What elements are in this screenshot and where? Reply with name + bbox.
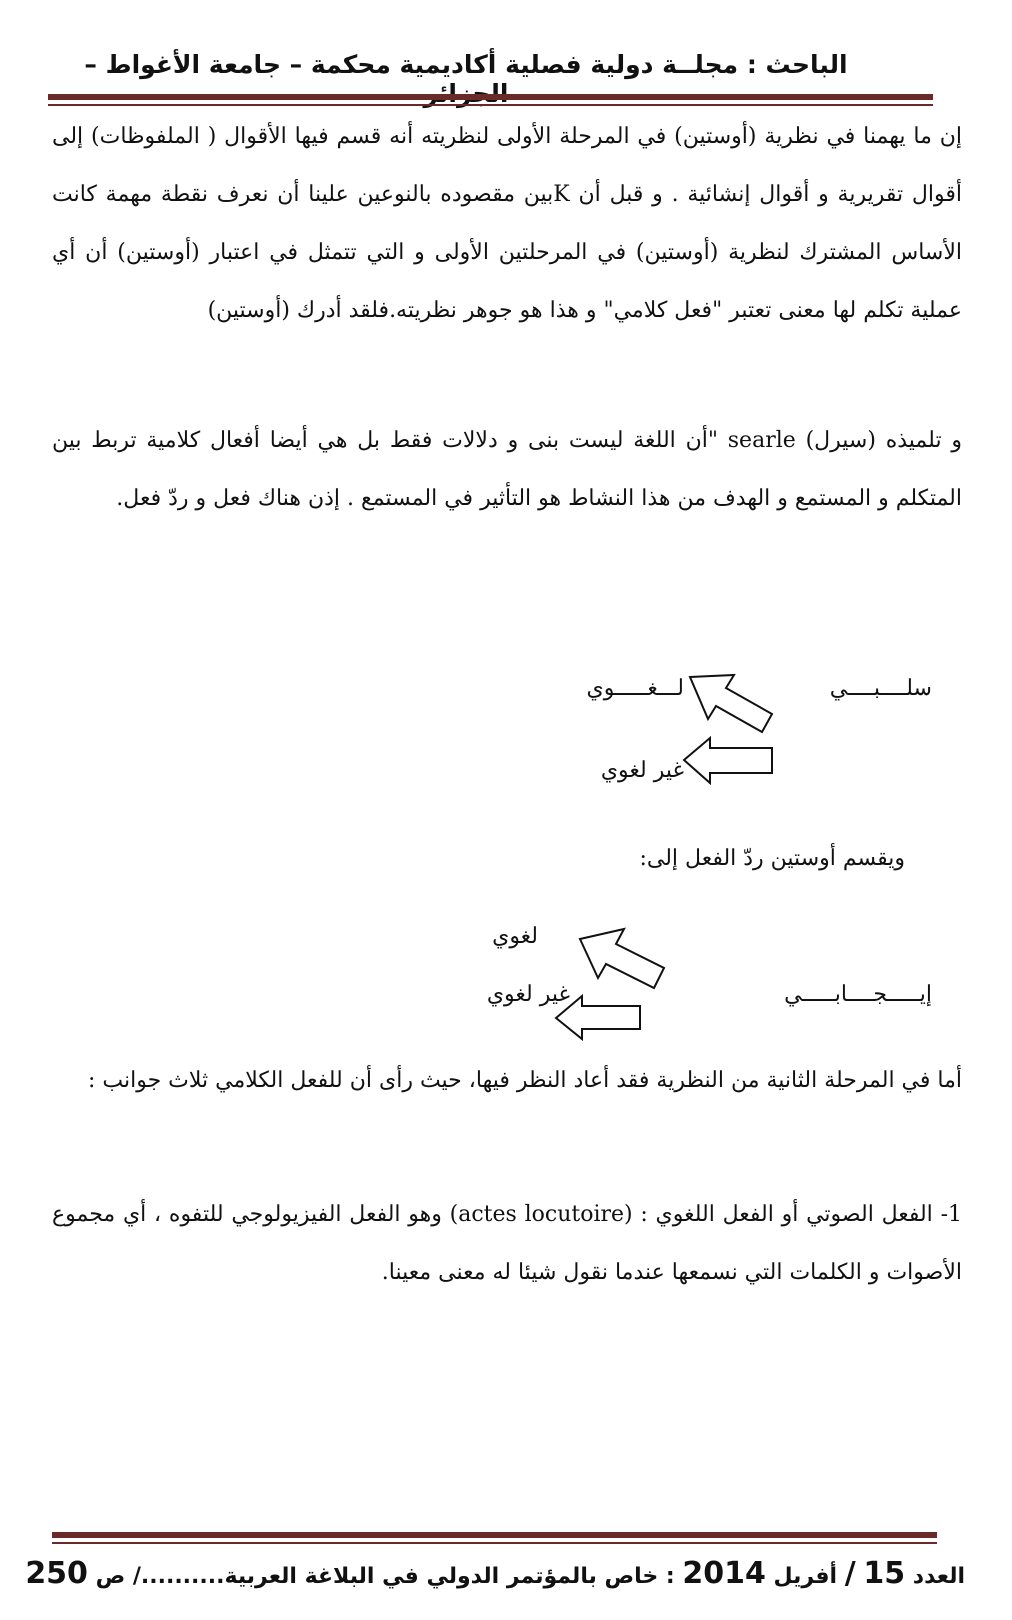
footer-issue-number: 15 xyxy=(863,1556,906,1591)
diagram2-source-label: إيـــــجــــابـــــي xyxy=(784,982,932,1007)
footer-special-issue: : خاص بالمؤتمر الدولي في البلاغة العربية........../ ص xyxy=(95,1564,675,1589)
diagram2-left-arrow xyxy=(556,996,640,1039)
diagram1-target-bottom-label: غير لغوي xyxy=(600,758,684,783)
header-rule-thick xyxy=(48,94,933,100)
footer-year: 2014 xyxy=(682,1556,766,1591)
diagram1-target-top-label: لـــغـــــوي xyxy=(586,676,684,701)
footer-separator: / xyxy=(844,1556,856,1591)
footer-issue-label: العدد xyxy=(912,1564,965,1589)
footer-month: أفريل xyxy=(773,1564,838,1589)
diagram1-diagonal-arrow xyxy=(690,675,772,732)
paragraph-austin-divides-reaction: ويقسم أوستين ردّ الفعل إلى: xyxy=(639,846,905,871)
diagram2-diagonal-arrow xyxy=(580,929,664,988)
header-rule-thin xyxy=(48,104,933,106)
diagram1-arrows xyxy=(660,660,790,790)
paragraph-searle: و تلميذه (سيرل) searle "أن اللغة ليست بنى و دلالات فقط بل هي أيضا أفعال كلامية تربط بين المتكلم و المستمع و الهدف من هذا النشاط هو التأثير في المستمع . إذن هناك فعل و ردّ فعل. xyxy=(52,428,962,511)
diagram1-left-arrow xyxy=(684,738,772,783)
paragraph-second-stage: أما في المرحلة الثانية من النظرية فقد أعاد النظر فيها، حيث رأى أن للفعل الكلامي ثلاث جوانب : xyxy=(87,1068,962,1093)
diagram2-target-bottom-label: غير لغوي xyxy=(486,982,570,1007)
paragraph-austin-first-stage: إن ما يهمنا في نظرية (أوستين) في المرحلة الأولى لنظريته أنه قسم فيها الأقوال ( الملفوظات) إلى أقوال تقريرية و أقوال إنشائية . و قبل أن Kبين مقصوده بالنوعين علينا أن نعرف نقطة مهمة كانت الأساس المشترك لنظرية (أوستين) في المرحلتين الأولى و التي تتمثل في اعتبار (أوستين) أن أي عملية تكلم لها معنى تعتبر "فعل كلامي" و هذا هو جوهر نظريته.فلقد أدرك (أوستين) xyxy=(52,124,962,323)
diagram2-arrows xyxy=(548,915,678,1045)
page-footer xyxy=(25,1556,965,1591)
footer-page-number: 250 xyxy=(25,1556,88,1591)
diagram1-source-label: سلــــبــــي xyxy=(829,676,932,701)
diagram2-target-top-label: لغوي xyxy=(492,924,538,949)
journal-header-title: الباحث : مجلــة دولية فصلية أكاديمية محكمة – جامعة الأغواط – xyxy=(84,50,848,79)
paragraph-locutionary-act: 1- الفعل الصوتي أو الفعل اللغوي : (actes locutoire) وهو الفعل الفيزيولوجي للتفوه ، أي مجموع الأصوات و الكلمات التي نسمعها عندما نقول شيئا له معنى معينا. xyxy=(52,1202,962,1285)
footer-rule-thin xyxy=(52,1542,937,1544)
footer-rule-thick xyxy=(52,1532,937,1538)
